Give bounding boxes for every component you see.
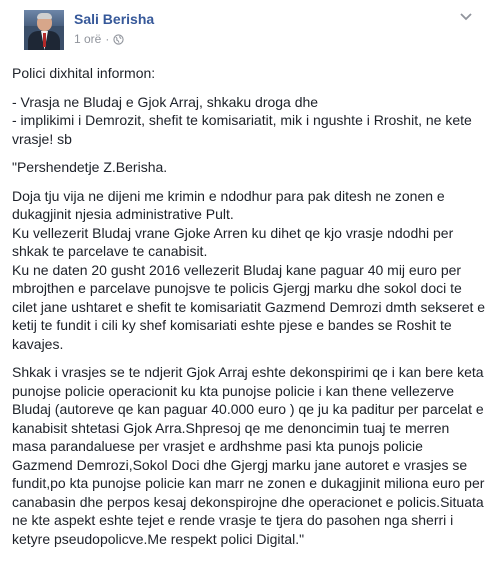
post-body: [12, 64, 487, 558]
post-paragraph: [12, 363, 487, 548]
post-text-line: - Vrasja ne Bludaj e Gjok Arraj, shkaku droga dhe: [12, 93, 319, 110]
chevron-down-icon[interactable]: [459, 12, 473, 22]
post-text-line: "Pershendetje Z.Berisha.: [12, 159, 168, 175]
author-name-link[interactable]: Sali Berisha: [74, 11, 155, 27]
author-avatar[interactable]: [24, 10, 64, 50]
post-meta: [74, 32, 124, 46]
post-text-line: - implikimi i Demrozit, shefit te komisariatit, mik i ngushte i Rroshit, ne kete vrasje! sb: [12, 112, 472, 147]
globe-icon[interactable]: [113, 34, 124, 45]
post-text-line: Ku vellezerit Bludaj vrane Gjoke Arren ku dihet qe kjo vrasje ndodhi per shkak te parcelave te canabisit.: [12, 224, 454, 259]
post-timestamp[interactable]: 1 orë: [74, 32, 102, 46]
post-text-line: Shkak i vrasjes se te ndjerit Gjok Arraj eshte dekonspirimi qe i kan bere keta punojse policie operacionit ku kta punojse policie i kan thene vellezerve Bludaj (autoreve qe kan paguar 40.000 euro ) qe ju ka paditur per parcelat e kanabisit shtetasi Gjok Arra.Shpresoj qe me denoncimin tuaj te merren masa parandaluese per vrasjet e ardhshme pasi kta punojs policie Gazmend Demrozi,Sokol Doci dhe Gjergj marku jane autoret e vrasjes se fundit,po kta punojse policie kan marr ne zonen e dukagjinit miliona euro per canabasin dhe perpos kesaj dekonspirojne dhe operacionet e policis.Situata ne kte aspekt eshte tejet e rende vrasje te tjera do pasohen nga sherri i ketyre pseudopolicve.Me respekt polici Digital.": [12, 364, 485, 547]
meta-separator: ·: [105, 32, 110, 46]
post-header: [12, 0, 487, 60]
post-paragraph: [12, 93, 487, 149]
post-paragraph: [12, 64, 487, 83]
post-text-line: Polici dixhital informon:: [12, 65, 156, 81]
post-text-line: Ku ne daten 20 gusht 2016 vellezerit Bludaj kane paguar 40 mij euro per mbrojthen e parcelave punojsve te policis Gjergj marku dhe sokol doci te cilet jane ushtaret e shefit te komisariatit Gazmend Demrozi dmth sekseret e ketij te fundit i cili ky shef komisariati eshte pjese e bandes se Roshit te kavajes.: [12, 261, 486, 352]
post-text-line: Doja tju vija ne dijeni me krimin e ndodhur para pak ditesh ne zonen e dukagjinit njesia administrative Pult.: [12, 187, 445, 222]
post-paragraph: [12, 187, 487, 354]
post-paragraph: [12, 158, 487, 177]
